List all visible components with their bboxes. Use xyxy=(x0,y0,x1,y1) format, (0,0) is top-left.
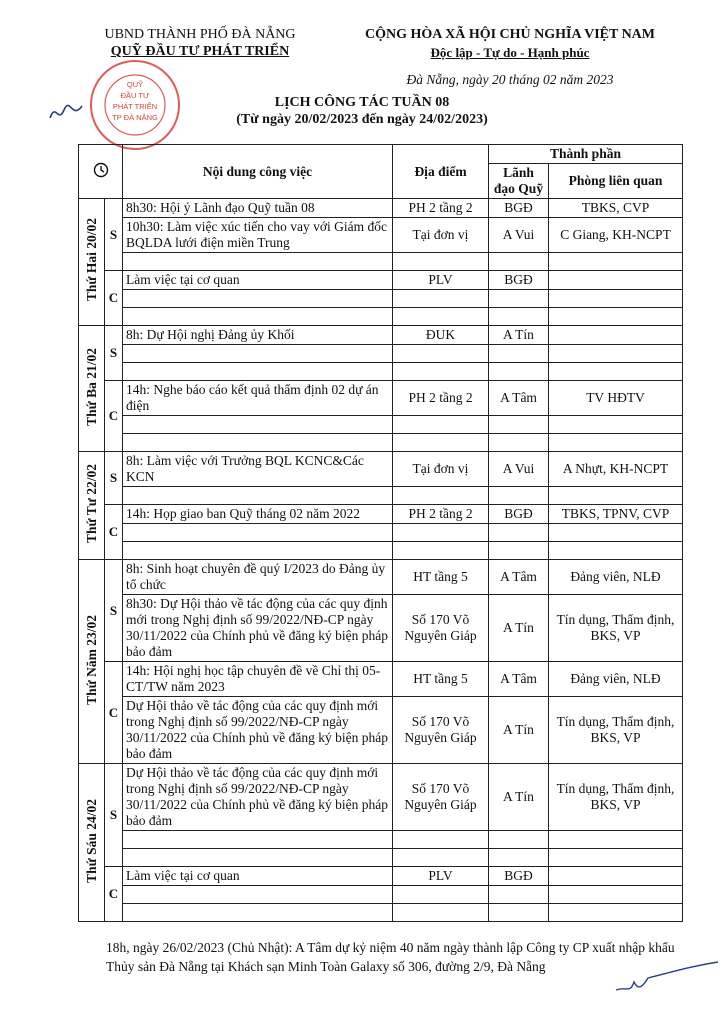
table-row-empty xyxy=(79,290,683,308)
header-dept: Phòng liên quan xyxy=(549,164,683,199)
task-location: Số 170 Võ Nguyên Giáp xyxy=(393,764,489,831)
task-dept: A Nhựt, KH-NCPT xyxy=(549,452,683,487)
table-row xyxy=(79,452,683,487)
task-leader: BGĐ xyxy=(489,505,549,524)
header-leader: Lãnh đạo Quỹ xyxy=(489,164,549,199)
header-location: Địa điểm xyxy=(393,145,489,199)
table-row-empty xyxy=(79,434,683,452)
task-leader: A Tín xyxy=(489,697,549,764)
table-row xyxy=(79,560,683,595)
session-morning: S xyxy=(105,560,123,662)
table-row-empty xyxy=(79,345,683,363)
clock-icon-cell xyxy=(79,145,123,199)
task-location: Số 170 Võ Nguyên Giáp xyxy=(393,595,489,662)
table-row xyxy=(79,662,683,697)
task-location: PLV xyxy=(393,271,489,290)
nation-title: CỘNG HÒA XÃ HỘI CHỦ NGHĨA VIỆT NAM xyxy=(364,27,655,42)
table-row-empty xyxy=(79,416,683,434)
table-row-empty xyxy=(79,308,683,326)
session-morning: S xyxy=(105,326,123,381)
session-afternoon: C xyxy=(105,867,123,922)
place-date-line: Đà Nẵng, ngày 20 tháng 02 năm 2023 xyxy=(406,72,614,87)
task-content: 10h30: Làm việc xúc tiến cho vay với Giám đốc BQLDA lưới điện miền Trung xyxy=(123,218,393,253)
table-row-empty xyxy=(79,542,683,560)
stamp-line-4: TP ĐÀ NẴNG xyxy=(112,113,158,122)
task-leader: A Tâm xyxy=(489,560,549,595)
session-afternoon: C xyxy=(105,505,123,560)
table-row xyxy=(79,505,683,524)
task-dept xyxy=(549,271,683,290)
schedule-title: LỊCH CÔNG TÁC TUẦN 08 xyxy=(274,95,450,110)
table-row-empty xyxy=(79,487,683,505)
task-leader: A Vui xyxy=(489,452,549,487)
table-row-empty xyxy=(79,886,683,904)
task-location: PLV xyxy=(393,867,489,886)
task-leader: BGĐ xyxy=(489,867,549,886)
task-content: 14h: Họp giao ban Quỹ tháng 02 năm 2022 xyxy=(123,505,393,524)
task-content: Dự Hội thảo về tác động của các quy định mới trong Nghị định số 99/2022/NĐ-CP ngày 30/11/2022 của Chính phủ về đăng ký biện pháp bảo đảm xyxy=(123,697,393,764)
task-dept: TV HĐTV xyxy=(549,381,683,416)
table-row-empty xyxy=(79,363,683,381)
national-motto: Độc lập - Tự do - Hạnh phúc xyxy=(430,45,590,60)
task-location: PH 2 tầng 2 xyxy=(393,199,489,218)
table-row xyxy=(79,764,683,831)
task-content: 8h: Sinh hoạt chuyên đề quý I/2023 do Đảng ủy tổ chức xyxy=(123,560,393,595)
stamp-line-2: ĐẦU TƯ xyxy=(120,91,150,100)
task-content: 8h30: Hội ý Lãnh đạo Quỹ tuần 08 xyxy=(123,199,393,218)
task-leader: A Tâm xyxy=(489,381,549,416)
table-header-row xyxy=(79,145,683,164)
task-dept: Tín dụng, Thẩm định, BKS, VP xyxy=(549,764,683,831)
issuer-authority: UBND THÀNH PHỐ ĐÀ NẴNG xyxy=(104,27,296,42)
table-row-empty xyxy=(79,831,683,849)
session-morning: S xyxy=(105,199,123,271)
table-row-empty xyxy=(79,904,683,922)
table-row xyxy=(79,697,683,764)
footer-note: 18h, ngày 26/02/2023 (Chủ Nhật): A Tâm dự kỷ niệm 40 năm ngày thành lập Công ty CP xuất nhập khẩu Thủy sản Đà Nẵng tại Khách sạn Minh Toàn Galaxy số 306, đường 2/9, Đà Nẵng xyxy=(106,940,675,974)
task-content: 14h: Hội nghị học tập chuyên đề về Chỉ thị 05-CT/TW năm 2023 xyxy=(123,662,393,697)
table-row-empty xyxy=(79,849,683,867)
header-content: Nội dung công việc xyxy=(123,145,393,199)
task-content: 14h: Nghe báo cáo kết quả thẩm định 02 dự án điện xyxy=(123,381,393,416)
table-row xyxy=(79,271,683,290)
document-title xyxy=(0,94,724,128)
table-row-empty xyxy=(79,253,683,271)
day-label-mon: Thứ Hai 20/02 xyxy=(79,199,105,326)
task-leader: A Tín xyxy=(489,764,549,831)
header-members: Thành phần xyxy=(489,145,683,164)
task-leader: BGĐ xyxy=(489,199,549,218)
table-row xyxy=(79,326,683,345)
table-row xyxy=(79,867,683,886)
session-afternoon: C xyxy=(105,381,123,452)
task-location: HT tầng 5 xyxy=(393,560,489,595)
task-dept: TBKS, TPNV, CVP xyxy=(549,505,683,524)
table-row-empty xyxy=(79,524,683,542)
task-content: 8h: Làm việc với Trưởng BQL KCNC&Các KCN xyxy=(123,452,393,487)
stamp-line-3: PHÁT TRIỂN xyxy=(112,102,158,111)
task-leader: BGĐ xyxy=(489,271,549,290)
task-location: PH 2 tầng 2 xyxy=(393,505,489,524)
day-label-thu: Thứ Năm 23/02 xyxy=(79,560,105,764)
task-dept: TBKS, CVP xyxy=(549,199,683,218)
task-dept: Tín dụng, Thẩm định, BKS, VP xyxy=(549,697,683,764)
task-content: Làm việc tại cơ quan xyxy=(123,867,393,886)
task-leader: A Tín xyxy=(489,595,549,662)
weekly-schedule-table xyxy=(78,144,683,922)
task-content: Làm việc tại cơ quan xyxy=(123,271,393,290)
task-content: Dự Hội thảo về tác động của các quy định mới trong Nghị định số 99/2022/NĐ-CP ngày 30/11/2022 của Chính phủ về đăng ký biện pháp bảo đảm xyxy=(123,764,393,831)
task-location: PH 2 tầng 2 xyxy=(393,381,489,416)
task-content: 8h30: Dự Hội thảo về tác động của các quy định mới trong Nghị định số 99/2022/NĐ-CP ngày 30/11/2022 của Chính phủ về đăng ký biện pháp bảo đảm xyxy=(123,595,393,662)
stamp-line-1: QUỸ xyxy=(126,80,144,89)
task-dept xyxy=(549,326,683,345)
task-location: HT tầng 5 xyxy=(393,662,489,697)
clock-icon xyxy=(93,162,109,178)
table-row xyxy=(79,218,683,253)
task-location: Tại đơn vị xyxy=(393,452,489,487)
signature-mark-bottom xyxy=(612,960,722,1000)
task-dept: Đảng viên, NLĐ xyxy=(549,662,683,697)
task-dept: Đảng viên, NLĐ xyxy=(549,560,683,595)
session-morning: S xyxy=(105,452,123,505)
task-dept xyxy=(549,867,683,886)
issuer-organization: QUỸ ĐẦU TƯ PHÁT TRIỂN xyxy=(110,44,290,59)
day-label-fri: Thứ Sáu 24/02 xyxy=(79,764,105,922)
table-row xyxy=(79,381,683,416)
task-leader: A Tâm xyxy=(489,662,549,697)
national-header xyxy=(330,26,690,62)
task-leader: A Vui xyxy=(489,218,549,253)
task-location: ĐUK xyxy=(393,326,489,345)
task-location: Số 170 Võ Nguyên Giáp xyxy=(393,697,489,764)
task-dept: C Giang, KH-NCPT xyxy=(549,218,683,253)
day-label-tue: Thứ Ba 21/02 xyxy=(79,326,105,452)
day-label-wed: Thứ Tư 22/02 xyxy=(79,452,105,560)
task-leader: A Tín xyxy=(489,326,549,345)
task-dept: Tín dụng, Thẩm định, BKS, VP xyxy=(549,595,683,662)
issuer-header xyxy=(40,26,360,60)
session-afternoon: C xyxy=(105,271,123,326)
table-row xyxy=(79,595,683,662)
session-morning: S xyxy=(105,764,123,867)
session-afternoon: C xyxy=(105,662,123,764)
task-location: Tại đơn vị xyxy=(393,218,489,253)
table-row xyxy=(79,199,683,218)
schedule-date-range: (Từ ngày 20/02/2023 đến ngày 24/02/2023) xyxy=(236,112,488,127)
task-content: 8h: Dự Hội nghị Đảng ủy Khối xyxy=(123,326,393,345)
